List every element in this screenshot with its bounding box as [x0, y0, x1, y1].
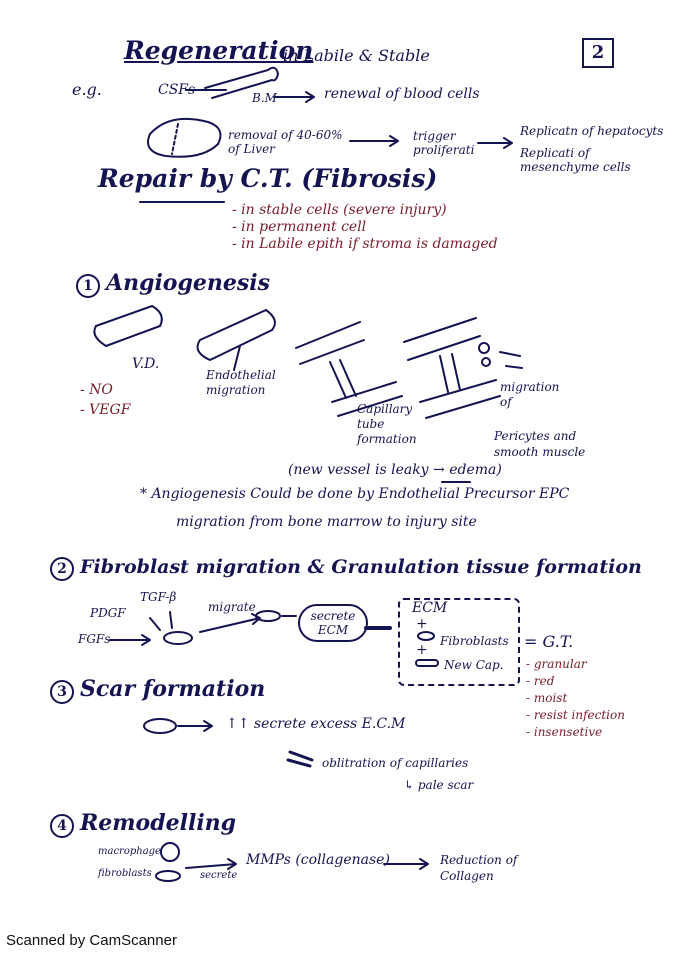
pdgf-label: PDGF [90, 606, 126, 620]
section-number: 3 [50, 680, 74, 704]
new-cap-label: New Cap. [444, 658, 504, 672]
pale-scar: ↳ pale scar [404, 778, 474, 792]
arrow [150, 612, 172, 630]
macrophage-cell [161, 843, 179, 861]
arrow [350, 136, 398, 146]
endothelial-migration: Endothelial migration [206, 368, 276, 397]
page-number: 2 [582, 38, 614, 68]
migration-of: migration of [500, 380, 560, 409]
arrow [186, 859, 236, 869]
fibroblast-cell [144, 719, 176, 733]
section-number: 2 [50, 557, 74, 581]
repair-title: Repair by C.T. (Fibrosis) [98, 164, 438, 193]
replication-hepatocytes: Replicatn of hepatocyts [520, 124, 664, 138]
secrete-ecm-bubble: secrete ECM [298, 604, 368, 642]
eg-label: e.g. [72, 80, 102, 99]
reduction-collagen: Reduction of Collagen [440, 853, 518, 883]
arrow [274, 92, 314, 102]
fibroblast-title-text: Fibroblast migration & Granulation tissue formation [80, 556, 642, 578]
fibroblast-cell [418, 632, 434, 640]
regeneration-subtitle: in Labile & Stable [283, 46, 430, 65]
migrate-label: migrate [208, 600, 256, 614]
scribble [288, 752, 312, 766]
arrow [178, 721, 212, 731]
vegf-label: - VEGF [80, 402, 131, 418]
repair-item: - in stable cells (severe injury) [232, 202, 447, 218]
csf-label: CSFs [158, 82, 196, 98]
scanner-footer: Scanned by CamScanner [6, 932, 177, 949]
repair-item: - in Labile epith if stroma is damaged [232, 236, 498, 252]
macrophage-label: macrophage [98, 846, 161, 857]
fibroblasts-label: Fibroblasts [440, 634, 509, 648]
capillary [416, 660, 438, 666]
liver-removal: removal of 40-60% of Liver [228, 128, 343, 156]
arrow [500, 352, 522, 368]
repair-item: - in permanent cell [232, 219, 367, 235]
oblitration: oblitration of capillaries [322, 756, 469, 770]
epc-note-2: migration from bone marrow to injury site [176, 514, 477, 530]
section-number: 4 [50, 814, 74, 838]
gt-property: - red [526, 674, 555, 688]
gt-property: - resist infection [526, 708, 625, 722]
gt-label: = G.T. [524, 632, 574, 651]
replication-mesenchyme: Replicati of mesenchyme cells [520, 146, 631, 174]
gt-property: - granular [526, 657, 587, 671]
vessel-3 [296, 322, 402, 416]
leaky-vessel-note: (new vessel is leaky → edema) [288, 462, 502, 478]
arrow [110, 635, 150, 645]
vd-label: V.D. [132, 356, 160, 372]
no-label: - NO [80, 382, 113, 398]
vessel-4 [404, 318, 500, 418]
vessel-1 [94, 306, 161, 346]
epc-note-1: * Angiogenesis Could be done by Endothelial Precursor EPC [140, 486, 570, 502]
scar-secrete: ↑↑ secrete excess E.C.M [226, 716, 406, 732]
tgf-label: TGF-β [140, 590, 177, 604]
gt-property: - insensetive [526, 725, 603, 739]
regeneration-title: Regeneration [124, 36, 314, 65]
capillary-tube: Capillary tube formation [357, 402, 417, 446]
scar-title-text: Scar formation [80, 676, 266, 702]
angiogenesis-title-text: Angiogenesis [106, 270, 270, 296]
liver-cut [172, 124, 178, 154]
trigger-proliferation: trigger proliferati [413, 129, 475, 157]
arrow [384, 859, 428, 869]
fibroblast-cell [256, 611, 280, 621]
section-number: 1 [76, 274, 100, 298]
plus-1: + [416, 616, 428, 632]
fibroblast-cell [164, 632, 192, 644]
mmps-label: MMPs (collagenase) [246, 852, 390, 868]
arrow [478, 138, 512, 148]
remodelling-title-text: Remodelling [80, 810, 237, 836]
secrete-label: secrete [200, 870, 238, 881]
liver-sketch [148, 119, 220, 157]
fgf-label: FGFs [78, 632, 111, 646]
ecm-label: ECM [412, 600, 448, 616]
pericyte [479, 343, 489, 353]
gt-property: - moist [526, 691, 568, 705]
plus-2: + [416, 642, 428, 658]
bone-sketch [205, 68, 278, 98]
blood-renewal: renewal of blood cells [324, 86, 480, 102]
pericyte [482, 358, 490, 366]
fibroblasts-label: fibroblasts [98, 868, 152, 879]
pericytes: Pericytes and smooth muscle [494, 429, 586, 459]
vessel-2 [198, 310, 275, 370]
fibroblast-cell [156, 871, 180, 881]
arrow [200, 614, 260, 632]
bm-label: B.M [252, 91, 277, 105]
